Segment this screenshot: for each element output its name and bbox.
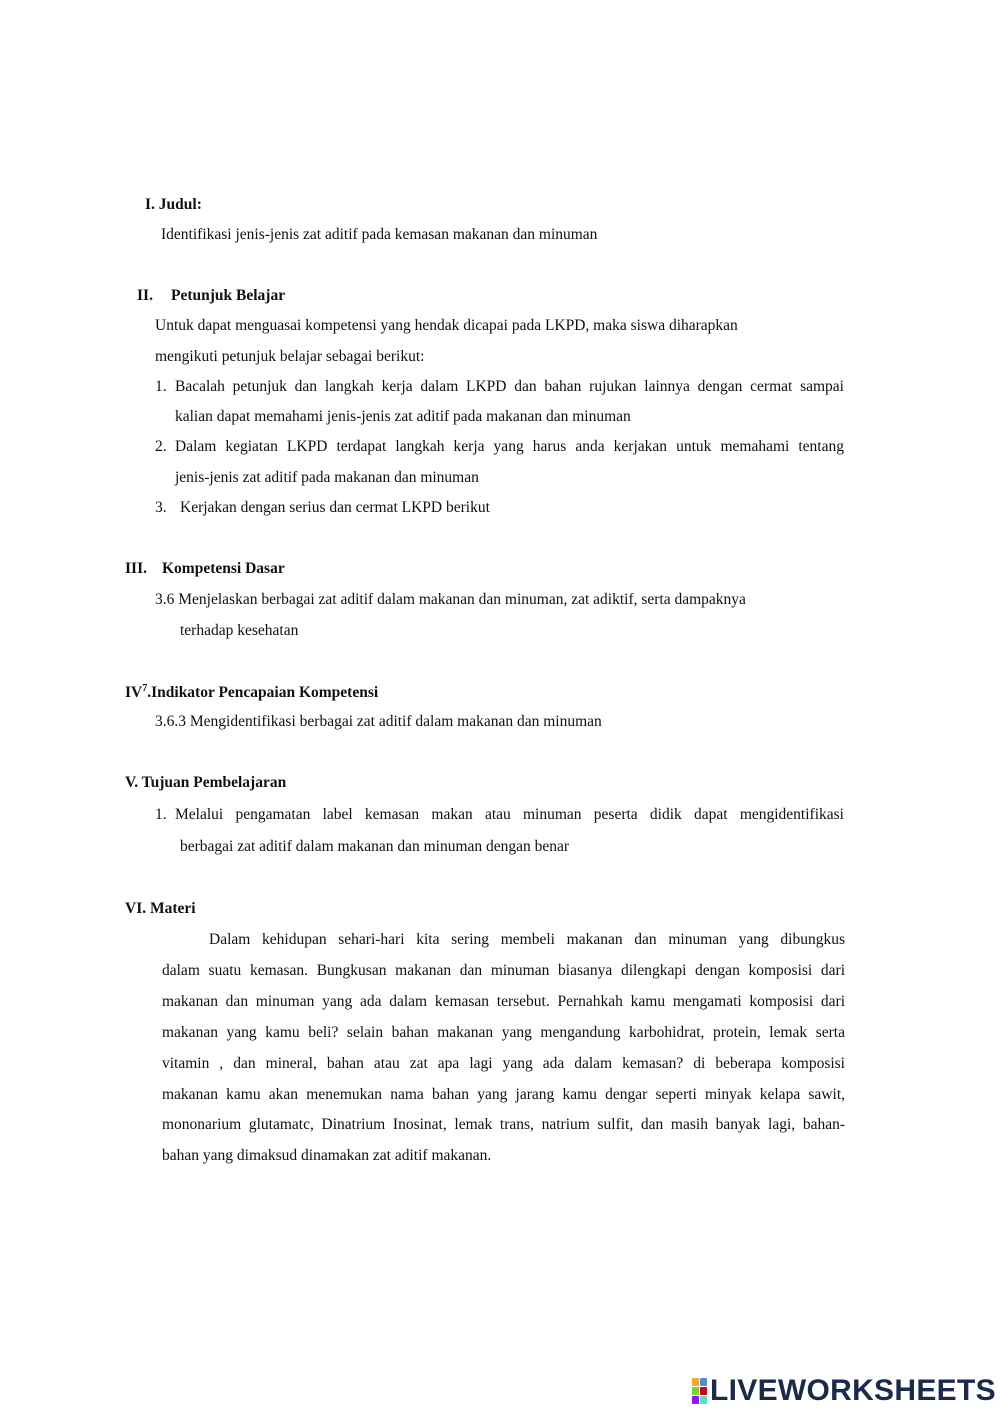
section-5-line-1: Melalui pengamatan label kemasan makan atau minuman peserta didik dapat mengidentifikasi: [175, 806, 844, 823]
paragraph-line: makanan kamu akan menemukan nama bahan yang jarang kamu dengar seperti minyak kelapa sawit,: [162, 1086, 845, 1103]
logo-mark-icon: [692, 1378, 706, 1404]
paragraph-line: makanan dan minuman yang ada dalam kemasan tersebut. Pernahkah kamu mengamati komposisi dari: [162, 993, 845, 1010]
section-3-heading: Kompetensi Dasar: [162, 560, 285, 577]
list-item-line: Dalam kegiatan LKPD terdapat langkah kerja yang harus anda kerjakan untuk memahami tentang: [175, 438, 844, 455]
paragraph-line: bahan yang dimaksud dinamakan zat aditif makanan.: [162, 1147, 492, 1164]
logo-block: [700, 1378, 707, 1386]
paragraph-line: vitamin , dan mineral, bahan atau zat apa lagi yang ada dalam kemasan? di beberapa komposisi: [162, 1055, 845, 1072]
section-5-line-2: berbagai zat aditif dalam makanan dan minuman dengan benar: [180, 838, 570, 855]
list-item-number: 1.: [155, 378, 167, 395]
list-item-line: kalian dapat memahami jenis-jenis zat aditif pada makanan dan minuman: [175, 408, 631, 425]
section-2-intro-line-2: mengikuti petunjuk belajar sebagai berikut:: [155, 348, 425, 365]
section-3-line-1: 3.6 Menjelaskan berbagai zat aditif dalam makanan dan minuman, zat adiktif, serta dampaknya: [155, 591, 746, 608]
list-item-line: jenis-jenis zat aditif pada makanan dan minuman: [175, 469, 479, 486]
section-3-number: III.: [125, 560, 147, 577]
section-3-line-2: terhadap kesehatan: [180, 622, 299, 639]
section-1-heading: I. Judul:: [145, 196, 202, 213]
list-item-number: 1.: [155, 806, 167, 823]
section-4-number: IV: [125, 684, 143, 702]
paragraph-line: Dalam kehidupan sehari-hari kita sering membeli makanan dan minuman yang dibungkus: [209, 931, 845, 948]
list-item-number: 2.: [155, 438, 167, 455]
logo-text: LIVEWORKSHEETS: [710, 1374, 996, 1407]
section-1-text: Identifikasi jenis-jenis zat aditif pada kemasan makanan dan minuman: [161, 226, 598, 243]
section-2-heading: Petunjuk Belajar: [171, 287, 286, 304]
section-2-intro-line-1: Untuk dapat menguasai kompetensi yang hendak dicapai pada LKPD, maka siswa diharapkan: [155, 317, 738, 334]
logo-block: [692, 1378, 699, 1386]
section-4-heading-wrap: [125, 683, 378, 702]
paragraph-line: dalam suatu kemasan. Bungkusan makanan dan minuman biasanya dilengkapi dengan komposisi dari: [162, 962, 845, 979]
logo-block: [700, 1396, 707, 1404]
section-4-heading: .Indikator Pencapaian Kompetensi: [147, 684, 379, 702]
section-5-heading: V. Tujuan Pembelajaran: [125, 774, 287, 791]
list-item-number: 3.: [155, 499, 167, 516]
section-2-number: II.: [137, 287, 153, 304]
logo-block: [692, 1387, 699, 1395]
paragraph-line: makanan yang kamu beli? selain bahan makanan yang mengandung karbohidrat, protein, lemak serta: [162, 1024, 845, 1041]
list-item-line: Bacalah petunjuk dan langkah kerja dalam LKPD dan bahan rujukan lainnya dengan cermat sampai: [175, 378, 844, 395]
logo-block: [700, 1387, 707, 1395]
section-6-heading: VI. Materi: [125, 900, 196, 917]
paragraph-line: mononarium glutamatc, Dinatrium Inosinat, lemak trans, natrium sulfit, dan masih banyak lagi, bahan-: [162, 1116, 845, 1133]
section-4-line-1: 3.6.3 Mengidentifikasi berbagai zat aditif dalam makanan dan minuman: [155, 713, 602, 730]
list-item-line: Kerjakan dengan serius dan cermat LKPD berikut: [180, 499, 490, 516]
liveworksheets-logo: [692, 1374, 996, 1408]
logo-block: [692, 1396, 699, 1404]
section-4-superscript: 7: [142, 683, 148, 694]
